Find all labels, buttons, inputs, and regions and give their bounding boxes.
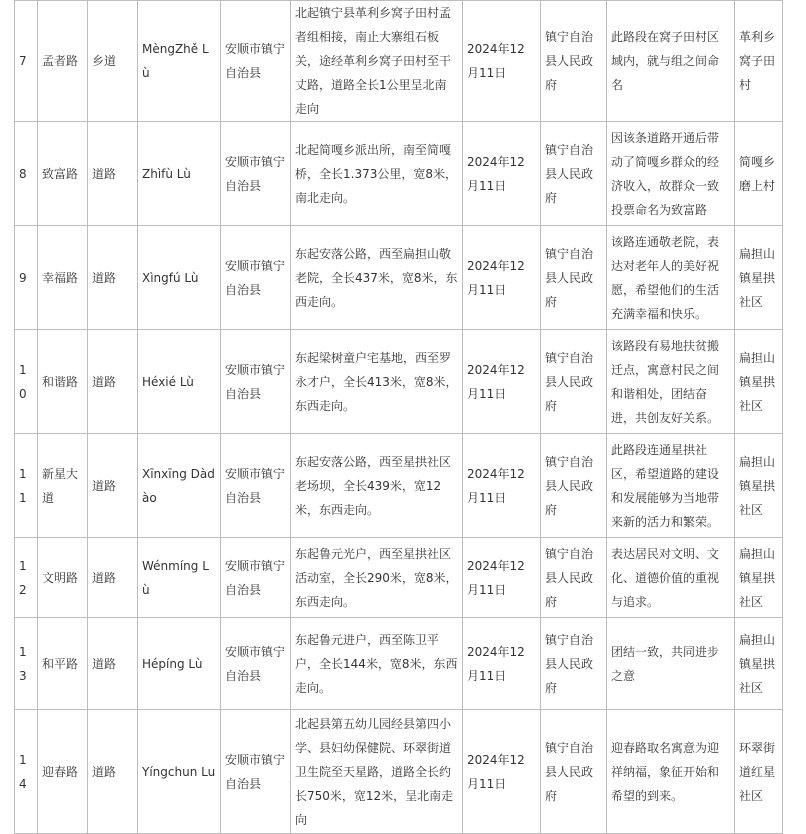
community-cell bbox=[735, 330, 783, 434]
naming-meaning-cell bbox=[607, 122, 735, 226]
road-name-cell bbox=[38, 618, 88, 710]
road-type-text: 道路 bbox=[92, 270, 117, 285]
approval-date-cell bbox=[463, 710, 541, 834]
community-text: 环翠街道红星社区 bbox=[739, 740, 776, 803]
community-cell bbox=[735, 538, 783, 618]
naming-meaning-text: 表达居民对文明、文化、道德价值的重视与追求。 bbox=[611, 546, 720, 609]
location-cell bbox=[291, 618, 463, 710]
naming-meaning-text: 此路段连通星拱社区，希望道路的建设和发展能够为当地带来新的活力和繁荣。 bbox=[611, 442, 720, 529]
region-text: 安顺市镇宁自治县 bbox=[225, 466, 286, 505]
location-text: 东起安落公路，西至扁担山敬老院，全长437米，宽8米，东西走向。 bbox=[295, 246, 458, 309]
road-name-cell bbox=[38, 330, 88, 434]
naming-meaning-text: 该路段有易地扶贫搬迁点，寓意村民之间和谐相处，团结奋进，共创友好关系。 bbox=[611, 338, 720, 425]
location-cell bbox=[291, 538, 463, 618]
road-type-text: 道路 bbox=[92, 478, 117, 493]
row-number-text: 14 bbox=[19, 752, 27, 791]
region-cell bbox=[221, 434, 291, 538]
region-cell bbox=[221, 618, 291, 710]
approving-authority-text: 镇宁自治县人民政府 bbox=[545, 246, 594, 309]
row-number-cell bbox=[15, 330, 38, 434]
approval-date-cell bbox=[463, 618, 541, 710]
pinyin-text: Zhìfù Lù bbox=[142, 166, 191, 181]
row-number-text: 11 bbox=[19, 466, 27, 505]
road-type-cell bbox=[88, 538, 138, 618]
road-type-cell bbox=[88, 122, 138, 226]
road-type-cell bbox=[88, 434, 138, 538]
location-cell bbox=[291, 330, 463, 434]
row-number-cell bbox=[15, 538, 38, 618]
naming-meaning-cell bbox=[607, 710, 735, 834]
region-text: 安顺市镇宁自治县 bbox=[225, 752, 286, 791]
table-body bbox=[15, 1, 783, 834]
row-number-cell bbox=[15, 710, 38, 834]
approval-date-cell bbox=[463, 434, 541, 538]
row-number-text: 13 bbox=[19, 644, 27, 683]
approving-authority-text: 镇宁自治县人民政府 bbox=[545, 632, 594, 695]
community-text: 扁担山镇星拱社区 bbox=[739, 246, 776, 309]
row-number-cell bbox=[15, 122, 38, 226]
location-text: 东起鲁元光户，西至星拱社区活动室，全长290米，宽8米，东西走向。 bbox=[295, 546, 458, 609]
table-row bbox=[15, 710, 783, 834]
approving-authority-text: 镇宁自治县人民政府 bbox=[545, 30, 594, 92]
region-text: 安顺市镇宁自治县 bbox=[225, 644, 286, 683]
road-type-text: 道路 bbox=[92, 764, 117, 779]
approving-authority-cell bbox=[541, 122, 607, 226]
location-text: 北起镇宁县革利乡窝子田村孟者组相接，南止大寨组石板关，途经革利乡窝子田村至干丈路，道路全长1公里呈北南走向 bbox=[295, 6, 452, 116]
location-text: 北起简嘎乡派出所，南至简嘎桥，全长1.373公里，宽8米，南北走向。 bbox=[295, 142, 457, 205]
approval-date-text: 2024年12月11日 bbox=[467, 644, 525, 683]
approval-date-text: 2024年12月11日 bbox=[467, 752, 525, 791]
road-type-cell bbox=[88, 710, 138, 834]
community-text: 扁担山镇星拱社区 bbox=[739, 454, 776, 517]
region-text: 安顺市镇宁自治县 bbox=[225, 258, 286, 297]
approving-authority-cell bbox=[541, 710, 607, 834]
road-name-text: 致富路 bbox=[42, 166, 79, 181]
approving-authority-cell bbox=[541, 1, 607, 122]
community-text: 扁担山镇星拱社区 bbox=[739, 546, 776, 609]
community-text: 扁担山镇星拱社区 bbox=[739, 632, 776, 695]
region-text: 安顺市镇宁自治县 bbox=[225, 42, 286, 80]
row-number-cell bbox=[15, 226, 38, 330]
naming-meaning-cell bbox=[607, 330, 735, 434]
road-type-text: 道路 bbox=[92, 570, 117, 585]
region-cell bbox=[221, 330, 291, 434]
community-cell bbox=[735, 122, 783, 226]
road-name-cell bbox=[38, 710, 88, 834]
table-row bbox=[15, 1, 783, 122]
approval-date-text: 2024年12月11日 bbox=[467, 42, 525, 80]
road-type-text: 道路 bbox=[92, 166, 117, 181]
naming-meaning-cell bbox=[607, 618, 735, 710]
approving-authority-cell bbox=[541, 434, 607, 538]
approving-authority-cell bbox=[541, 330, 607, 434]
naming-meaning-text: 该路连通敬老院，表达对老年人的美好祝愿，希望他们的生活充满幸福和快乐。 bbox=[611, 234, 720, 321]
row-number-cell bbox=[15, 618, 38, 710]
approval-date-cell bbox=[463, 226, 541, 330]
location-cell bbox=[291, 434, 463, 538]
row-number-text: 7 bbox=[19, 54, 27, 68]
region-text: 安顺市镇宁自治县 bbox=[225, 362, 286, 401]
pinyin-text: Yíngchun Lu bbox=[142, 764, 216, 779]
region-text: 安顺市镇宁自治县 bbox=[225, 154, 286, 193]
road-name-text: 和谐路 bbox=[42, 374, 79, 389]
approval-date-text: 2024年12月11日 bbox=[467, 558, 525, 597]
table-row bbox=[15, 538, 783, 618]
naming-meaning-cell bbox=[607, 538, 735, 618]
naming-meaning-cell bbox=[607, 434, 735, 538]
table-row bbox=[15, 122, 783, 226]
approval-date-cell bbox=[463, 1, 541, 122]
pinyin-cell bbox=[138, 226, 221, 330]
approval-date-cell bbox=[463, 122, 541, 226]
approval-date-cell bbox=[463, 538, 541, 618]
naming-meaning-cell bbox=[607, 226, 735, 330]
location-text: 北起县第五幼儿园经县第四小学、县妇幼保健院、环翠街道卫生院至天星路，道路全长约长750米，宽12米，呈北南走向 bbox=[295, 716, 454, 827]
road-name-text: 新星大道 bbox=[42, 466, 79, 505]
pinyin-cell bbox=[138, 538, 221, 618]
row-number-cell bbox=[15, 1, 38, 122]
approval-date-text: 2024年12月11日 bbox=[467, 154, 525, 193]
table-row bbox=[15, 618, 783, 710]
road-name-text: 和平路 bbox=[42, 656, 79, 671]
pinyin-cell bbox=[138, 1, 221, 122]
approving-authority-text: 镇宁自治县人民政府 bbox=[545, 350, 594, 413]
pinyin-text: MèngZhě Lù bbox=[142, 42, 209, 80]
road-name-text: 迎春路 bbox=[42, 764, 79, 779]
road-naming-table bbox=[14, 0, 783, 834]
approving-authority-text: 镇宁自治县人民政府 bbox=[545, 142, 594, 205]
region-cell bbox=[221, 538, 291, 618]
pinyin-cell bbox=[138, 618, 221, 710]
approving-authority-cell bbox=[541, 226, 607, 330]
community-cell bbox=[735, 434, 783, 538]
road-name-text: 文明路 bbox=[42, 570, 79, 585]
table-row bbox=[15, 434, 783, 538]
pinyin-text: Héxié Lù bbox=[142, 374, 194, 389]
community-text: 革利乡窝子田村 bbox=[739, 30, 776, 92]
road-type-cell bbox=[88, 618, 138, 710]
location-cell bbox=[291, 226, 463, 330]
pinyin-cell bbox=[138, 330, 221, 434]
table-row bbox=[15, 226, 783, 330]
row-number-text: 9 bbox=[19, 270, 27, 285]
row-number-text: 8 bbox=[19, 166, 27, 181]
row-number-cell bbox=[15, 434, 38, 538]
community-text: 扁担山镇星拱社区 bbox=[739, 350, 776, 413]
naming-meaning-text: 此路段在窝子田村区域内，就与组之间命名 bbox=[611, 30, 720, 92]
pinyin-cell bbox=[138, 710, 221, 834]
road-name-cell bbox=[38, 1, 88, 122]
region-cell bbox=[221, 710, 291, 834]
pinyin-text: Xìngfú Lù bbox=[142, 270, 199, 285]
location-text: 东起梁树童户宅基地，西至罗永才户，全长413米，宽8米，东西走向。 bbox=[295, 350, 458, 413]
road-type-cell bbox=[88, 330, 138, 434]
location-text: 东起安落公路，西至星拱社区老场坝，全长439米，宽12米，东西走向。 bbox=[295, 454, 452, 517]
approval-date-text: 2024年12月11日 bbox=[467, 362, 525, 401]
naming-meaning-text: 团结一致，共同进步之意 bbox=[611, 644, 720, 683]
location-cell bbox=[291, 710, 463, 834]
pinyin-cell bbox=[138, 122, 221, 226]
pinyin-text: Hépíng Lù bbox=[142, 656, 203, 671]
location-cell bbox=[291, 1, 463, 122]
community-text: 简嘎乡磨上村 bbox=[739, 154, 776, 193]
road-type-text: 乡道 bbox=[92, 54, 117, 68]
community-cell bbox=[735, 226, 783, 330]
road-name-text: 幸福路 bbox=[42, 270, 79, 285]
row-number-text: 10 bbox=[19, 362, 27, 401]
community-cell bbox=[735, 710, 783, 834]
approving-authority-text: 镇宁自治县人民政府 bbox=[545, 454, 594, 517]
road-type-cell bbox=[88, 226, 138, 330]
region-cell bbox=[221, 122, 291, 226]
approving-authority-text: 镇宁自治县人民政府 bbox=[545, 546, 594, 609]
road-name-cell bbox=[38, 434, 88, 538]
naming-meaning-text: 迎春路取名寓意为迎祥纳福，象征开始和希望的到来。 bbox=[611, 740, 720, 803]
pinyin-text: Wénmíng Lù bbox=[142, 558, 209, 597]
approval-date-text: 2024年12月11日 bbox=[467, 466, 525, 505]
road-type-cell bbox=[88, 1, 138, 122]
region-text: 安顺市镇宁自治县 bbox=[225, 558, 286, 597]
community-cell bbox=[735, 1, 783, 122]
pinyin-cell bbox=[138, 434, 221, 538]
road-name-text: 孟者路 bbox=[42, 54, 79, 68]
region-cell bbox=[221, 226, 291, 330]
naming-meaning-text: 因该条道路开通后带动了简嘎乡群众的经济收入，故群众一致投票命名为致富路 bbox=[611, 130, 720, 217]
pinyin-text: Xīnxīng Dàdào bbox=[142, 466, 215, 505]
approval-date-text: 2024年12月11日 bbox=[467, 258, 525, 297]
road-type-text: 道路 bbox=[92, 374, 117, 389]
approving-authority-text: 镇宁自治县人民政府 bbox=[545, 740, 594, 803]
location-text: 东起鲁元进户，西至陈卫平户，全长144米，宽8米，东西走向。 bbox=[295, 632, 458, 695]
approving-authority-cell bbox=[541, 618, 607, 710]
road-name-cell bbox=[38, 226, 88, 330]
community-cell bbox=[735, 618, 783, 710]
approval-date-cell bbox=[463, 330, 541, 434]
road-name-cell bbox=[38, 538, 88, 618]
naming-meaning-cell bbox=[607, 1, 735, 122]
row-number-text: 12 bbox=[19, 558, 27, 597]
road-type-text: 道路 bbox=[92, 656, 117, 671]
table-row bbox=[15, 330, 783, 434]
location-cell bbox=[291, 122, 463, 226]
approving-authority-cell bbox=[541, 538, 607, 618]
region-cell bbox=[221, 1, 291, 122]
road-name-cell bbox=[38, 122, 88, 226]
